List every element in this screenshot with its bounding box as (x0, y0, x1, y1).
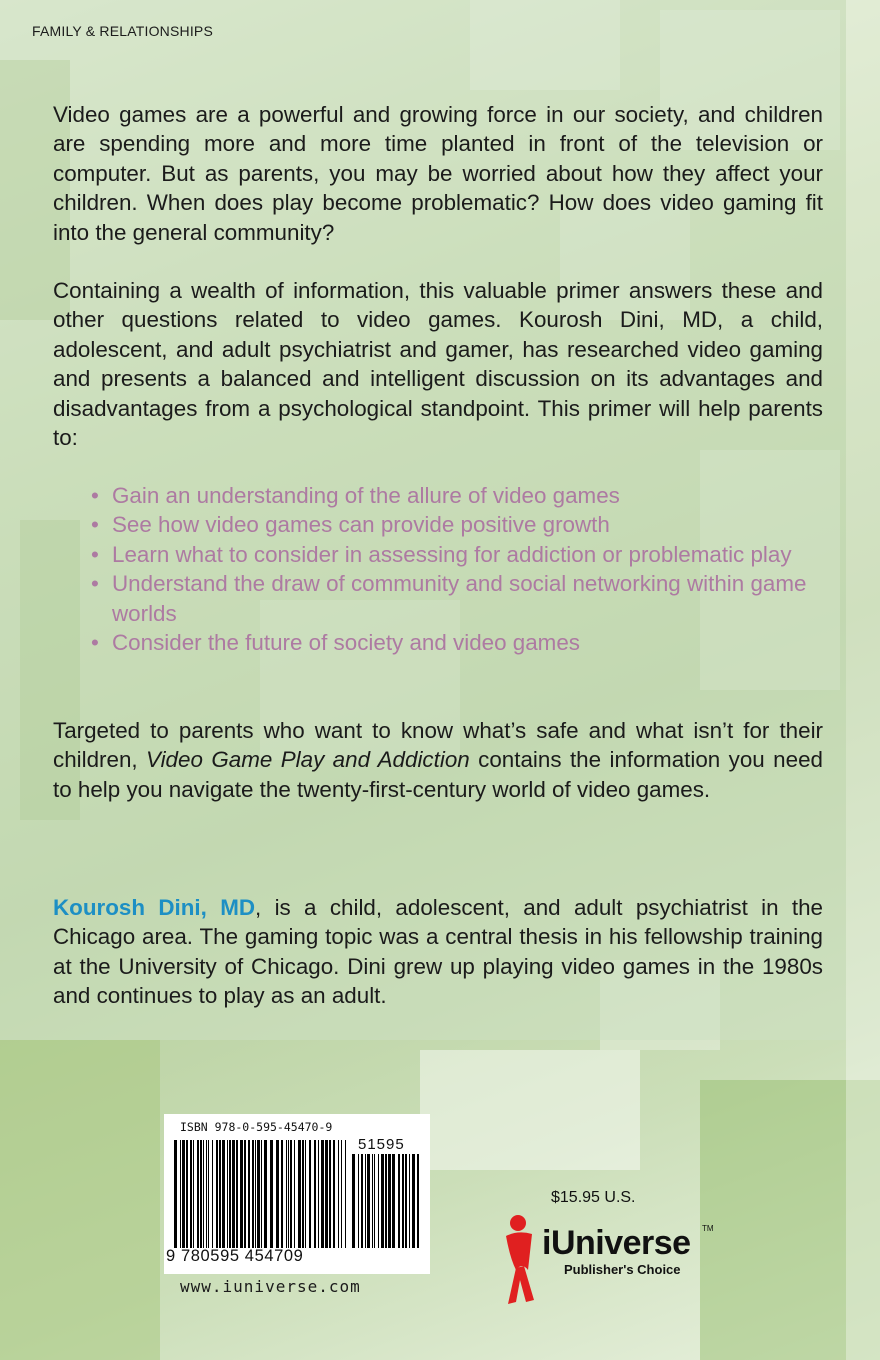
barcode-bar (305, 1140, 306, 1248)
trademark-mark: TM (702, 1224, 714, 1233)
barcode-bar (318, 1140, 319, 1248)
barcode-bar (302, 1140, 304, 1248)
barcode-bar (208, 1140, 209, 1248)
barcode-bar (288, 1140, 289, 1248)
barcode-bar (329, 1140, 331, 1248)
barcode-bar (261, 1140, 262, 1248)
barcode-bar (325, 1140, 328, 1248)
barcode-bar (212, 1140, 213, 1248)
barcode-bar (378, 1154, 379, 1248)
bullet-icon: • (91, 483, 99, 508)
barcode-bar (398, 1154, 400, 1248)
barcode-bar (309, 1140, 311, 1248)
list-item: • See how video games can provide positive growth (91, 510, 826, 539)
barcode-bars-addon (352, 1154, 420, 1248)
barcode-bar (372, 1154, 373, 1248)
barcode-bar (252, 1140, 254, 1248)
barcode-bar (361, 1154, 363, 1248)
bullet-icon: • (91, 630, 99, 656)
barcode-bar (298, 1140, 301, 1248)
barcode-bar (257, 1140, 260, 1248)
book-title: Video Game Play and Addiction (146, 747, 470, 773)
barcode-bar (186, 1140, 188, 1248)
barcode-bar (417, 1154, 419, 1248)
description-paragraph-1: Video games are a powerful and growing force in our society, and children are spending more and more time planted in front of the television or computer. But as parents, you may be worried about how they affect your children. When does play become problematic? How does video gaming fit into the general community? (53, 102, 823, 245)
barcode-bar (244, 1140, 246, 1248)
barcode-bar (333, 1140, 335, 1248)
barcode-bar (229, 1140, 231, 1248)
barcode-bar (392, 1154, 395, 1248)
person-ribbon-icon (498, 1210, 544, 1310)
barcode-bar (174, 1140, 177, 1248)
isbn-label: ISBN 978-0-595-45470-9 (180, 1120, 333, 1134)
barcode-bar (219, 1140, 221, 1248)
list-item: • Understand the draw of community and social networking within game worlds (91, 571, 807, 626)
bullet-icon: • (91, 571, 99, 597)
description-paragraph-3: Targeted to parents who want to know what’s safe and what isn’t for their children, Video Game Play and Addiction contains the information you need to help you navigate the twenty-first-century world of video games. (53, 718, 823, 802)
barcode-bar (236, 1140, 238, 1248)
barcode-bar (203, 1140, 204, 1248)
barcode-bar (409, 1154, 410, 1248)
iuniverse-logo (498, 1210, 718, 1320)
barcode-bar (200, 1140, 202, 1248)
barcode-bar (255, 1140, 256, 1248)
barcode-bar (374, 1154, 375, 1248)
barcode-bar (338, 1140, 339, 1248)
barcode-number: 9 780595 454709 (166, 1247, 304, 1265)
barcode-bar (402, 1154, 404, 1248)
list-item: • Gain an understanding of the allure of video games (91, 481, 826, 510)
barcode-bar (276, 1140, 279, 1248)
logo-name: iUniverse (542, 1224, 691, 1262)
category-label: FAMILY & RELATIONSHIPS (32, 23, 214, 39)
barcode-bar (264, 1140, 267, 1248)
barcode-bar (294, 1140, 295, 1248)
barcode-bar (286, 1140, 287, 1248)
barcode-bar (365, 1154, 366, 1248)
barcode-bar (405, 1154, 407, 1248)
logo-tagline: Publisher's Choice (564, 1262, 681, 1277)
barcode-bar (314, 1140, 316, 1248)
barcode-bar (197, 1140, 199, 1248)
bullet-icon: • (91, 541, 99, 567)
barcode-bar (381, 1154, 384, 1248)
barcode-bar (388, 1154, 391, 1248)
barcode-bar (270, 1140, 273, 1248)
barcode-bar (352, 1154, 355, 1248)
publisher-website: www.iuniverse.com (180, 1277, 361, 1296)
barcode-bar (385, 1154, 387, 1248)
barcode-bar (180, 1140, 181, 1248)
author-name: Kourosh Dini, MD (53, 895, 256, 920)
barcode-bar (182, 1140, 185, 1248)
description-paragraph-2: Containing a wealth of information, this valuable primer answers these and other questions related to video games. Kourosh Dini, MD, a child, adolescent, and adult psychiatrist and gamer, has researched video gaming and presents a balanced and intelligent discussion on its advantages and disadvantages from a psychological standpoint. This primer will help parents to: (53, 278, 823, 451)
barcode-bar (232, 1140, 235, 1248)
barcode (164, 1114, 430, 1274)
barcode-bar (290, 1140, 292, 1248)
bullet-icon: • (91, 512, 99, 538)
barcode-bar (345, 1140, 346, 1248)
barcode-bar (248, 1140, 250, 1248)
barcode-addon-number: 51595 (358, 1136, 405, 1153)
barcode-bar (193, 1140, 194, 1248)
barcode-bar (412, 1154, 415, 1248)
barcode-bar (281, 1140, 283, 1248)
list-item: • Consider the future of society and video games (91, 628, 826, 657)
barcode-bar (190, 1140, 192, 1248)
price: $15.95 U.S. (551, 1189, 636, 1206)
barcode-bar (216, 1140, 218, 1248)
barcode-bar (341, 1140, 342, 1248)
list-item: • Learn what to consider in assessing for addiction or problematic play (91, 540, 826, 569)
barcode-bar (206, 1140, 207, 1248)
barcode-bar (367, 1154, 370, 1248)
barcode-bar (240, 1140, 243, 1248)
barcode-bar (222, 1140, 225, 1248)
barcode-bar (227, 1140, 228, 1248)
barcode-bar (321, 1140, 324, 1248)
barcode-bar (358, 1154, 359, 1248)
barcode-bars-main (174, 1140, 346, 1248)
author-bio: Kourosh Dini, MD, is a child, adolescent, and adult psychiatrist in the Chicago area. The gaming topic was a central thesis in his fellowship training at the University of Chicago. Dini grew up playing video games in the 1980s and continues to play as an adult. (53, 895, 823, 1009)
benefits-list (91, 481, 826, 657)
